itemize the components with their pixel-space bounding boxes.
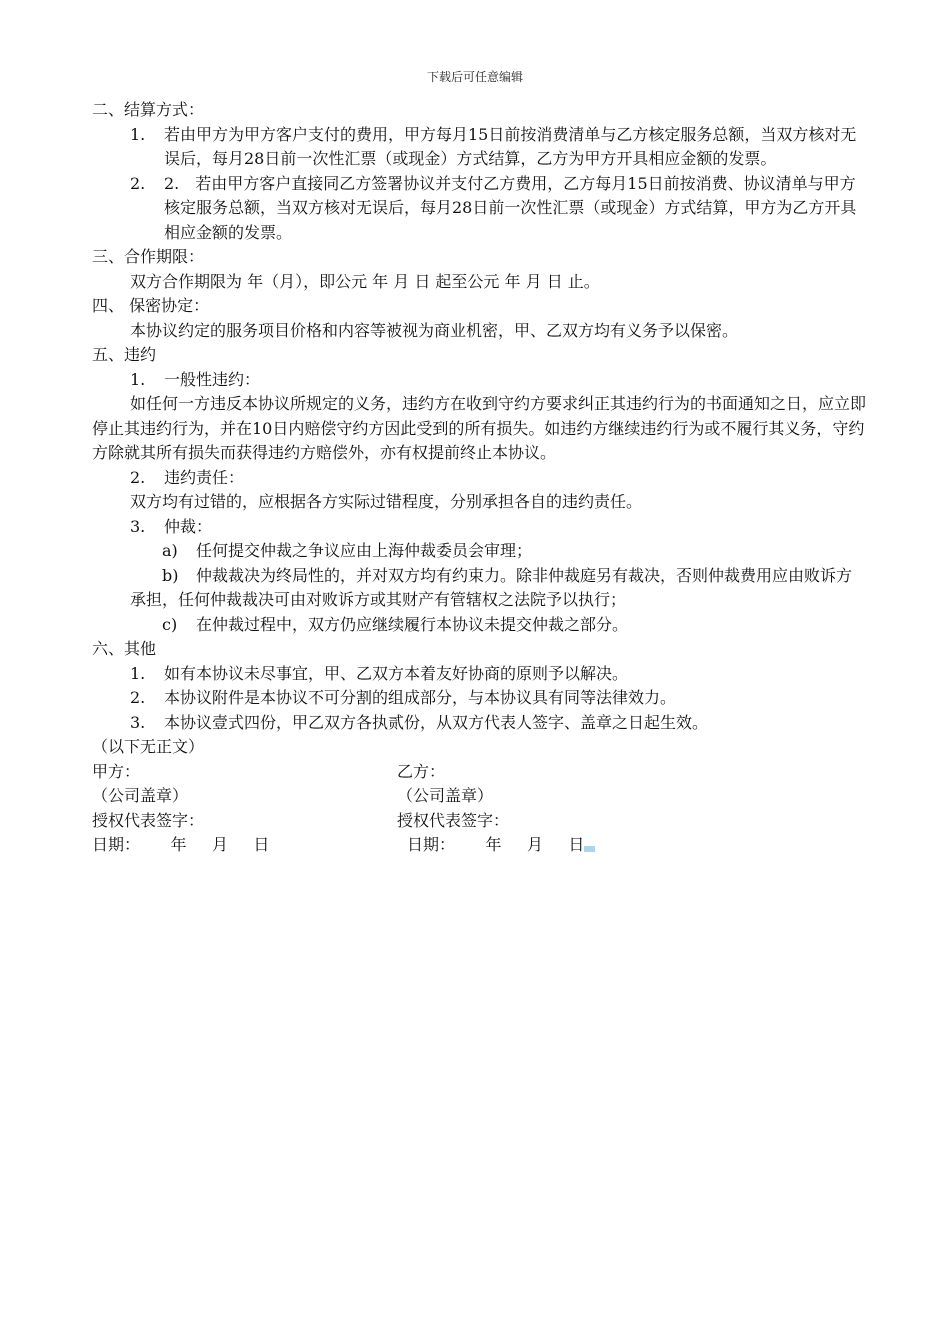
party-b-date: 日期： 年 月 日 — [407, 835, 585, 854]
arbitration-item-c — [92, 613, 867, 638]
page-header: 下载后可任意编辑 — [426, 70, 523, 84]
section-5-item-3 — [92, 515, 867, 540]
end-of-text-note: （以下无正文） — [92, 737, 205, 756]
section-6-item-2 — [92, 686, 867, 711]
section-5-title: 五、违约 — [92, 345, 157, 364]
sub-item-text: 仲裁裁决为终局性的，并对双方均有约束力。除非仲裁庭另有裁决，否则仲裁费用应由败诉方 — [196, 565, 853, 585]
section-4-body: 本协议约定的服务项目价格和内容等被视为商业机密，甲、乙双方均有义务予以保密。 — [130, 320, 739, 340]
section-2-item-2 — [92, 172, 867, 246]
sub-item-letter: b) — [162, 565, 179, 585]
section-6-item-1 — [92, 662, 867, 687]
section-3-body: 双方合作期限为 年（月），即公元 年 月 日 起至公元 年 月 日 止。 — [130, 271, 600, 291]
item-number: 1. — [130, 663, 146, 683]
item-text: 如有本协议未尽事宜，甲、乙双方本着友好协商的原则予以解决。 — [164, 663, 629, 683]
item-text: 违约责任： — [164, 467, 245, 487]
item-text: 本协议附件是本协议不可分割的组成部分，与本协议具有同等法律效力。 — [164, 688, 677, 707]
party-b-representative: 授权代表签字： — [397, 810, 510, 830]
item-text: 仲裁： — [164, 516, 213, 536]
party-a-date: 日期： 年 月 日 — [92, 835, 270, 854]
section-5-item-1 — [92, 368, 867, 393]
item-text: 本协议壹式四份，甲乙双方各执贰份，从双方代表人签字、盖章之日起生效。 — [164, 712, 709, 732]
section-2-item-1 — [92, 123, 867, 172]
section-5-item-2-body: 双方均有过错的，应根据各方实际过错程度，分别承担各自的违约责任。 — [130, 492, 643, 511]
item-text: 一般性违约： — [164, 369, 261, 389]
signature-row — [92, 809, 867, 834]
sub-item-letter: a) — [162, 541, 178, 560]
contract-body — [92, 98, 867, 858]
item-number: 2. — [130, 467, 146, 487]
item-number: 2. — [130, 688, 146, 707]
section-5-item-1-body: 如任何一方违反本协议所规定的义务，违约方在收到守约方要求纠正其违约行为的书面通知之日，应立即停止其违约行为，并在10日内赔偿守约方因此受到的所有损失。如违约方继续违约行为或不履行其义务，守约方除就其所有损失而获得违约方赔偿外，亦有权提前终止本协议。 — [92, 394, 867, 462]
arbitration-item-b-continued: 承担，任何仲裁裁决可由对败诉方或其财产有管辖权之法院予以执行； — [130, 590, 627, 609]
item-number: 2. — [130, 173, 146, 193]
section-3-title: 三、合作期限： — [92, 247, 205, 266]
party-a-representative: 授权代表签字： — [92, 810, 205, 830]
section-4-title: 四、 保密协定： — [92, 296, 210, 315]
sub-item-text: 任何提交仲裁之争议应由上海仲裁委员会审理； — [196, 541, 533, 560]
date-row — [92, 833, 867, 858]
section-6-item-3 — [92, 711, 867, 736]
party-b-date-wrap — [407, 833, 595, 858]
item-number: 3. — [130, 712, 146, 732]
arbitration-item-a — [92, 539, 867, 564]
item-number: 1. — [130, 369, 146, 389]
arbitration-item-b — [92, 564, 867, 589]
seal-row — [92, 784, 867, 809]
highlight-mark — [584, 846, 595, 852]
sub-item-letter: c) — [162, 614, 178, 634]
item-number: 1. — [130, 124, 146, 144]
item-text: 若由甲方为甲方客户支付的费用，甲方每月15日前按消费清单与乙方核定服务总额，当双方核对无误后，每月28日前一次性汇票（或现金）方式结算，乙方为甲方开具相应金额的发票。 — [164, 124, 857, 168]
party-a-label: 甲方： — [92, 761, 141, 781]
party-a-seal: （公司盖章） — [92, 786, 189, 805]
party-b-label: 乙方： — [397, 761, 446, 781]
item-text: 2. 若由甲方客户直接同乙方签署协议并支付乙方费用，乙方每月15日前按消费、协议清单与甲方核定服务总额，当双方核对无误后，每月28日前一次性汇票（或现金）方式结算，甲方为乙方开具相应金额的发票。 — [164, 173, 857, 242]
section-5-item-2 — [92, 466, 867, 491]
section-6-title: 六、其他 — [92, 639, 157, 658]
section-2-title: 二、结算方式： — [92, 100, 205, 119]
sub-item-text: 在仲裁过程中，双方仍应继续履行本协议未提交仲裁之部分。 — [196, 614, 629, 634]
item-number: 3. — [130, 516, 146, 536]
party-b-seal: （公司盖章） — [397, 786, 494, 805]
party-row — [92, 760, 867, 785]
